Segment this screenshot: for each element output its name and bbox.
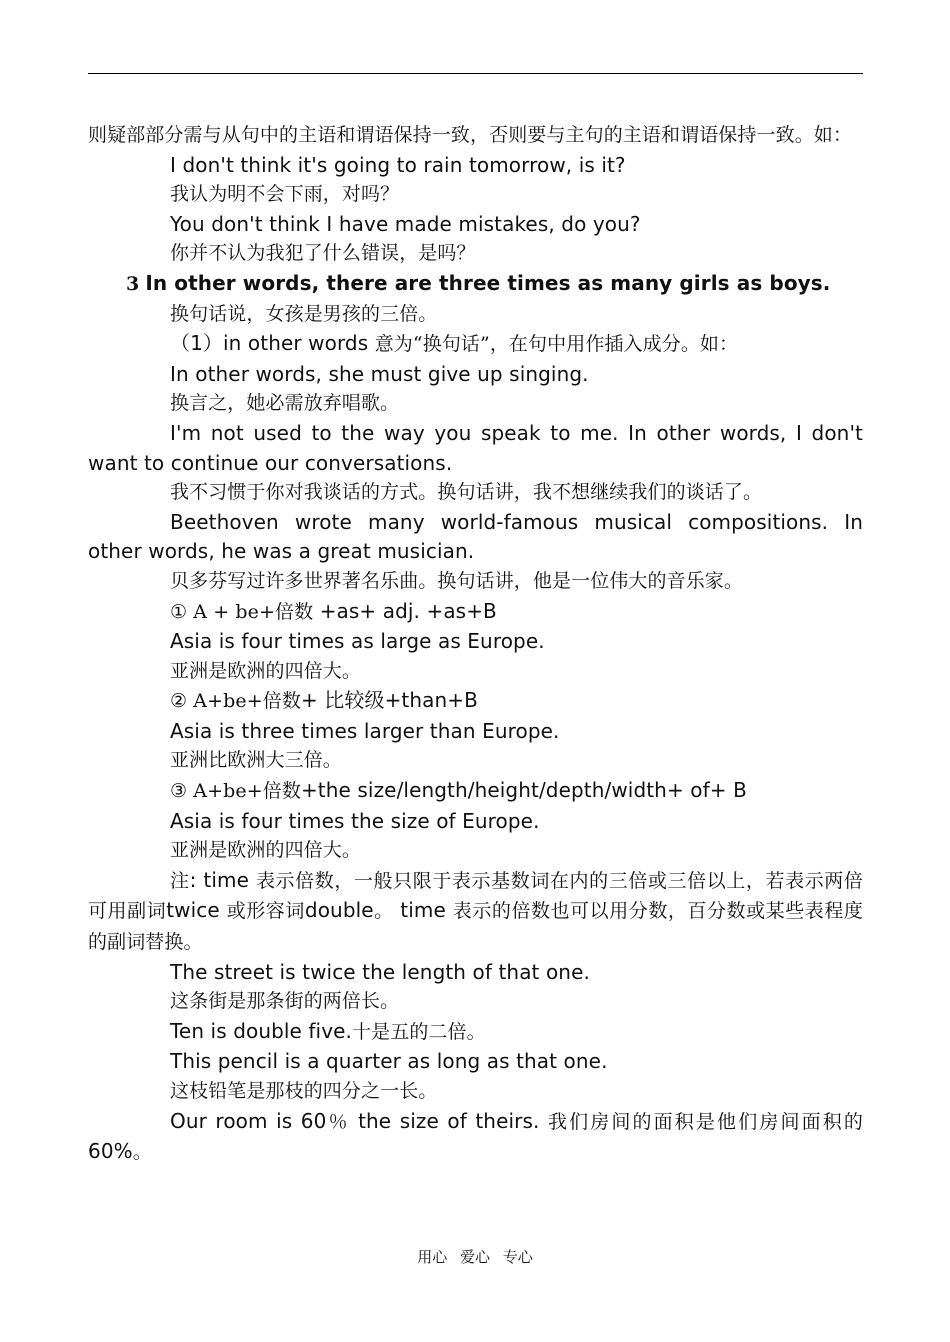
example-part: 我们房间的面积是他们房间面积的 — [547, 1110, 863, 1133]
footer-text: 爱心 — [459, 1248, 490, 1266]
example-sentence: The street is twice the length of that one. — [170, 959, 590, 984]
example-sentence — [88, 1107, 863, 1168]
translation: 亚洲是欧洲的四倍大。 — [170, 659, 362, 682]
translation: 亚洲比欧洲大三倍。 — [170, 749, 342, 772]
example-part: Our room is 60 — [170, 1108, 327, 1133]
note-paragraph — [88, 866, 863, 958]
pattern-rule-part: +as+ adj. +as+B — [313, 598, 497, 623]
example-part: the size of theirs. — [349, 1108, 548, 1133]
translation: 这枝铅笔是那枝的四分之一长。 — [170, 1080, 438, 1102]
pattern-rule — [88, 776, 863, 807]
translation: 我认为明不会下雨，对吗？ — [170, 183, 400, 206]
example-part: ％ — [326, 1110, 350, 1133]
document-body — [88, 121, 863, 1168]
page-footer — [0, 1246, 950, 1267]
section-heading — [88, 269, 863, 300]
translation: 你并不认为我犯了什么错误，是吗？ — [170, 242, 476, 265]
translation: 换句话说，女孩是男孩的三倍。 — [170, 302, 438, 325]
pattern-rule — [88, 597, 863, 628]
explanation-part: （1）in other words — [170, 331, 375, 356]
note-part: 表示倍数，一般只限于表示基数词在内的三倍或三倍以上，若表示两倍可用副词 — [88, 869, 863, 923]
pattern-rule-part: + 比较级+than+B — [300, 688, 478, 713]
example-sentence: I'm not used to the way you speak to me. In other words, I don't want to continue our conversations. — [88, 420, 863, 475]
translation: 我不习惯于你对我谈话的方式。换句话讲，我不想继续我们的谈话了。 — [170, 481, 763, 504]
section-number: 3 — [126, 272, 140, 295]
example-part: 十是五的二倍。 — [352, 1020, 486, 1043]
header-rule — [88, 73, 863, 74]
pattern-rule — [88, 686, 863, 717]
pattern-rule-part: ③ A+be+倍数 — [170, 780, 301, 803]
explanation-part: 意为“换句话”，在句中用作插入成分。如： — [374, 333, 739, 356]
pattern-rule-part: +the size/length/height/depth/width+ of+ B — [300, 778, 747, 803]
note-part: 注 — [170, 869, 190, 892]
example-sentence: Beethoven wrote many world-famous musical compositions. In other words, he was a great musician. — [88, 509, 863, 564]
example-sentence: In other words, she must give up singing. — [170, 361, 589, 386]
translation: 贝多芬写过许多世界著名乐曲。换句话讲，他是一位伟大的音乐家。 — [170, 569, 744, 592]
example-sentence — [88, 1017, 863, 1048]
explanation — [88, 329, 863, 360]
example-part: 。 — [132, 1141, 152, 1164]
pattern-rule-part: ① A + be+倍数 — [170, 600, 314, 623]
note-part: 表示的倍数也可以用分数，百分数或某些表程度的副词替换。 — [88, 900, 863, 954]
note-part: 或形容词 — [226, 900, 305, 923]
example-sentence: Asia is four times as large as Europe. — [170, 629, 545, 654]
example-sentence: I don't think it's going to rain tomorrow, is it? — [170, 152, 626, 177]
note-part: : time — [189, 867, 256, 892]
note-part: 。 — [373, 900, 401, 923]
example-sentence: You don't think I have made mistakes, do you? — [170, 211, 641, 236]
example-part: Ten is double five. — [170, 1018, 353, 1043]
example-part: 60% — [88, 1139, 133, 1164]
example-sentence: Asia is four times the size of Europe. — [170, 808, 540, 833]
translation: 换言之，她必需放弃唱歌。 — [170, 392, 400, 415]
translation: 亚洲是欧洲的四倍大。 — [170, 839, 362, 862]
footer-text: 用心 — [417, 1248, 448, 1266]
note-part: double — [304, 898, 374, 923]
pattern-rule-part: ② A+be+倍数 — [170, 690, 301, 713]
note-part: twice — [166, 898, 227, 923]
example-sentence: This pencil is a quarter as long as that one. — [170, 1049, 608, 1074]
translation: 这条街是那条街的两倍长。 — [170, 990, 400, 1013]
note-part: time — [400, 898, 453, 923]
paragraph: 则疑部部分需与从句中的主语和谓语保持一致，否则要与主句的主语和谓语保持一致。如： — [88, 124, 853, 146]
example-sentence: Asia is three times larger than Europe. — [170, 718, 560, 743]
section-heading-text: In other words, there are three times as many girls as boys. — [145, 270, 831, 295]
footer-text: 专心 — [502, 1248, 533, 1266]
